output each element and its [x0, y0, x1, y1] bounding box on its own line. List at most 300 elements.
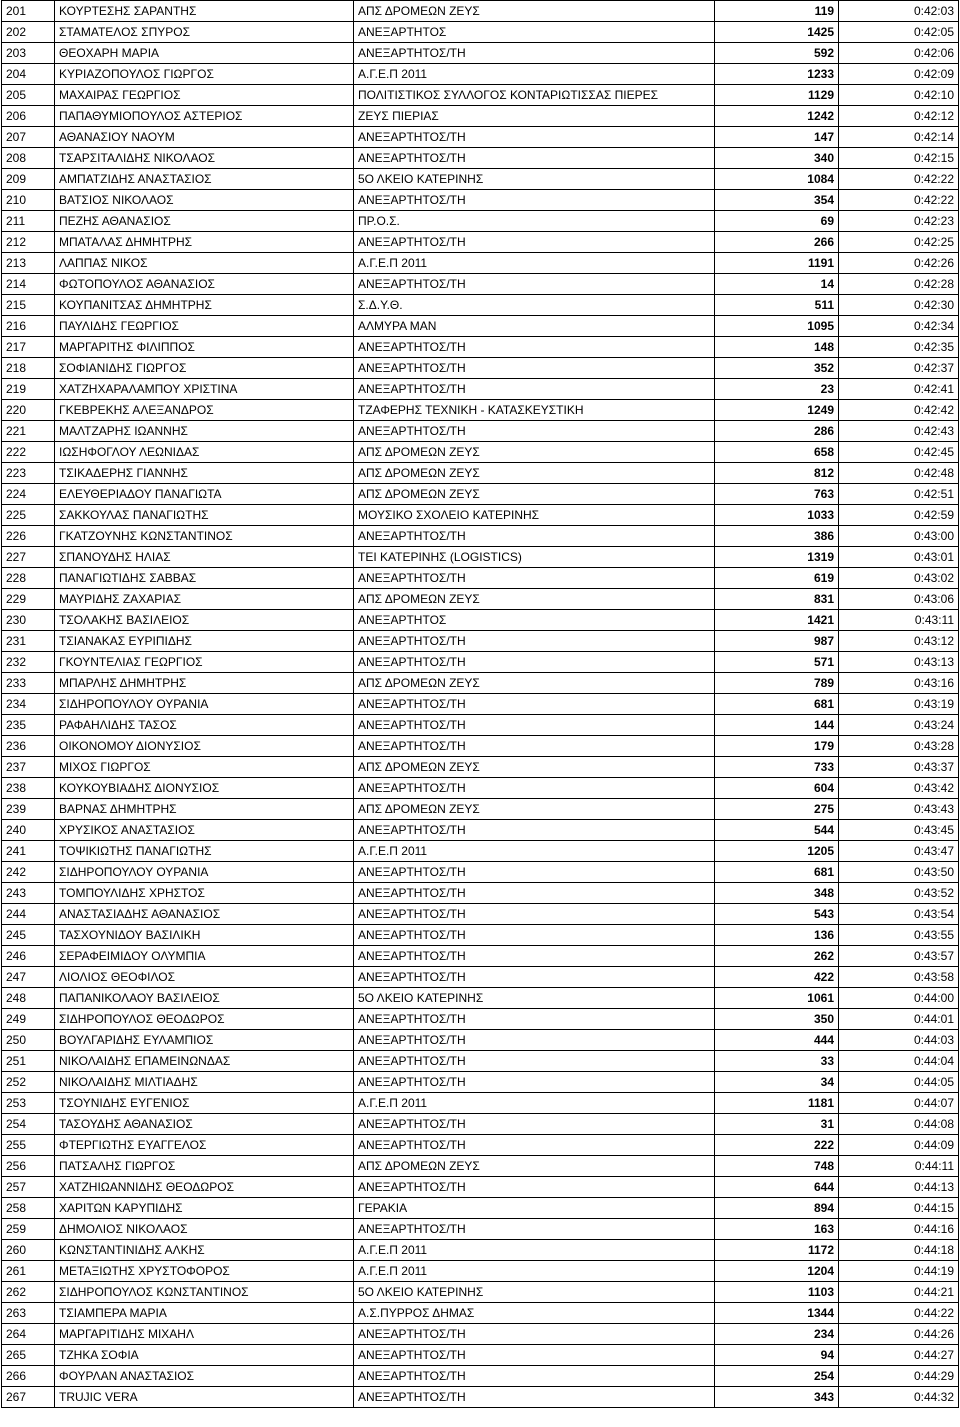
name-cell: ΓΚΕΒΡΕΚΗΣ ΑΛΕΞΑΝΔΡΟΣ: [55, 400, 354, 421]
rank-cell: 210: [2, 190, 55, 211]
rank-cell: 229: [2, 589, 55, 610]
time-cell: 0:42:22: [839, 190, 959, 211]
club-cell: ΑΝΕΞΑΡΤΗΤΟΣ/ΤΗ: [354, 925, 715, 946]
club-cell: Α.Γ.Ε.Π 2011: [354, 1261, 715, 1282]
name-cell: ΔΗΜΟΛΙΟΣ ΝΙΚΟΛΑΟΣ: [55, 1219, 354, 1240]
rank-cell: 263: [2, 1303, 55, 1324]
rank-cell: 205: [2, 85, 55, 106]
club-cell: Α.Σ.ΠΥΡΡΟΣ ΔΗΜΑΣ: [354, 1303, 715, 1324]
time-cell: 0:43:01: [839, 547, 959, 568]
bib-cell: 69: [715, 211, 839, 232]
club-cell: ΑΝΕΞΑΡΤΗΤΟΣ/ΤΗ: [354, 736, 715, 757]
rank-cell: 233: [2, 673, 55, 694]
time-cell: 0:42:35: [839, 337, 959, 358]
time-cell: 0:42:14: [839, 127, 959, 148]
table-row: [2, 925, 959, 946]
bib-cell: 1129: [715, 85, 839, 106]
name-cell: ΡΑΦΑΗΛΙΔΗΣ ΤΑΣΟΣ: [55, 715, 354, 736]
time-cell: 0:43:12: [839, 631, 959, 652]
name-cell: ΛΑΠΠΑΣ ΝΙΚΟΣ: [55, 253, 354, 274]
table-row: [2, 1135, 959, 1156]
rank-cell: 220: [2, 400, 55, 421]
club-cell: ΑΝΕΞΑΡΤΗΤΟΣ/ΤΗ: [354, 1135, 715, 1156]
name-cell: ΑΝΑΣΤΑΣΙΑΔΗΣ ΑΘΑΝΑΣΙΟΣ: [55, 904, 354, 925]
table-row: [2, 631, 959, 652]
rank-cell: 222: [2, 442, 55, 463]
table-row: [2, 379, 959, 400]
rank-cell: 248: [2, 988, 55, 1009]
club-cell: ΑΝΕΞΑΡΤΗΤΟΣ/ΤΗ: [354, 274, 715, 295]
rank-cell: 215: [2, 295, 55, 316]
table-row: [2, 1051, 959, 1072]
bib-cell: 592: [715, 43, 839, 64]
table-row: [2, 568, 959, 589]
time-cell: 0:42:51: [839, 484, 959, 505]
rank-cell: 237: [2, 757, 55, 778]
bib-cell: 681: [715, 862, 839, 883]
club-cell: 5Ο ΛΚΕΙΟ ΚΑΤΕΡΙΝΗΣ: [354, 169, 715, 190]
table-row: [2, 295, 959, 316]
rank-cell: 206: [2, 106, 55, 127]
name-cell: ΜΠΑΤΑΛΑΣ ΔΗΜΗΤΡΗΣ: [55, 232, 354, 253]
time-cell: 0:43:45: [839, 820, 959, 841]
rank-cell: 204: [2, 64, 55, 85]
table-row: [2, 127, 959, 148]
rank-cell: 259: [2, 1219, 55, 1240]
club-cell: ΑΝΕΞΑΡΤΗΤΟΣ/ΤΗ: [354, 127, 715, 148]
time-cell: 0:44:18: [839, 1240, 959, 1261]
rank-cell: 238: [2, 778, 55, 799]
table-row: [2, 841, 959, 862]
table-row: [2, 1030, 959, 1051]
rank-cell: 250: [2, 1030, 55, 1051]
bib-cell: 386: [715, 526, 839, 547]
table-row: [2, 190, 959, 211]
table-row: [2, 652, 959, 673]
club-cell: ΑΠΣ ΔΡΟΜΕΩΝ ΖΕΥΣ: [354, 1, 715, 22]
time-cell: 0:44:05: [839, 1072, 959, 1093]
time-cell: 0:44:00: [839, 988, 959, 1009]
table-row: [2, 148, 959, 169]
club-cell: ΑΠΣ ΔΡΟΜΕΩΝ ΖΕΥΣ: [354, 673, 715, 694]
rank-cell: 244: [2, 904, 55, 925]
name-cell: ΣΙΔΗΡΟΠΟΥΛΟΣ ΘΕΟΔΩΡΟΣ: [55, 1009, 354, 1030]
bib-cell: 1421: [715, 610, 839, 631]
bib-cell: 119: [715, 1, 839, 22]
time-cell: 0:43:47: [839, 841, 959, 862]
name-cell: ΣΠΑΝΟΥΔΗΣ ΗΛΙΑΣ: [55, 547, 354, 568]
table-row: [2, 316, 959, 337]
bib-cell: 543: [715, 904, 839, 925]
rank-cell: 232: [2, 652, 55, 673]
rank-cell: 228: [2, 568, 55, 589]
time-cell: 0:42:34: [839, 316, 959, 337]
table-row: [2, 274, 959, 295]
club-cell: ΑΝΕΞΑΡΤΗΤΟΣ/ΤΗ: [354, 778, 715, 799]
time-cell: 0:43:06: [839, 589, 959, 610]
table-row: [2, 1093, 959, 1114]
rank-cell: 257: [2, 1177, 55, 1198]
table-row: [2, 211, 959, 232]
name-cell: ΣΑΚΚΟΥΛΑΣ ΠΑΝΑΓΙΩΤΗΣ: [55, 505, 354, 526]
club-cell: ΑΝΕΞΑΡΤΗΤΟΣ/ΤΗ: [354, 883, 715, 904]
rank-cell: 265: [2, 1345, 55, 1366]
table-row: [2, 43, 959, 64]
name-cell: ΜΑΥΡΙΔΗΣ ΖΑΧΑΡΙΑΣ: [55, 589, 354, 610]
table-row: [2, 400, 959, 421]
name-cell: ΚΟΥΚΟΥΒΙΑΔΗΣ ΔΙΟΝΥΣΙΟΣ: [55, 778, 354, 799]
table-row: [2, 757, 959, 778]
table-row: [2, 64, 959, 85]
club-cell: ΑΝΕΞΑΡΤΗΤΟΣ/ΤΗ: [354, 1051, 715, 1072]
table-row: [2, 883, 959, 904]
name-cell: ΚΟΥΡΤΕΣΗΣ ΣΑΡΑΝΤΗΣ: [55, 1, 354, 22]
bib-cell: 748: [715, 1156, 839, 1177]
name-cell: ΜΑΡΓΑΡΙΤΙΔΗΣ ΜΙΧΑΗΛ: [55, 1324, 354, 1345]
time-cell: 0:42:15: [839, 148, 959, 169]
name-cell: ΤΣΙΚΑΔΕΡΗΣ ΓΙΑΝΝΗΣ: [55, 463, 354, 484]
table-row: [2, 232, 959, 253]
table-row: [2, 799, 959, 820]
rank-cell: 224: [2, 484, 55, 505]
bib-cell: 234: [715, 1324, 839, 1345]
name-cell: ΤΑΣΧΟΥΝΙΔΟΥ ΒΑΣΙΛΙΚΗ: [55, 925, 354, 946]
name-cell: ΕΛΕΥΘΕΡΙΑΔΟΥ ΠΑΝΑΓΙΩΤΑ: [55, 484, 354, 505]
club-cell: ΑΝΕΞΑΡΤΗΤΟΣ/ΤΗ: [354, 1114, 715, 1135]
rank-cell: 249: [2, 1009, 55, 1030]
bib-cell: 1204: [715, 1261, 839, 1282]
rank-cell: 260: [2, 1240, 55, 1261]
time-cell: 0:43:24: [839, 715, 959, 736]
club-cell: ΑΝΕΞΑΡΤΗΤΟΣ: [354, 610, 715, 631]
time-cell: 0:43:16: [839, 673, 959, 694]
bib-cell: 733: [715, 757, 839, 778]
name-cell: ΒΑΡΝΑΣ ΔΗΜΗΤΡΗΣ: [55, 799, 354, 820]
name-cell: ΠΑΤΣΑΛΗΣ ΓΙΩΡΓΟΣ: [55, 1156, 354, 1177]
club-cell: ΑΠΣ ΔΡΟΜΕΩΝ ΖΕΥΣ: [354, 799, 715, 820]
time-cell: 0:43:43: [839, 799, 959, 820]
bib-cell: 148: [715, 337, 839, 358]
table-row: [2, 736, 959, 757]
club-cell: Α.Γ.Ε.Π 2011: [354, 1240, 715, 1261]
table-row: [2, 1303, 959, 1324]
rank-cell: 234: [2, 694, 55, 715]
bib-cell: 262: [715, 946, 839, 967]
name-cell: ΑΘΑΝΑΣΙΟΥ ΝΑΟΥΜ: [55, 127, 354, 148]
table-row: [2, 778, 959, 799]
bib-cell: 763: [715, 484, 839, 505]
time-cell: 0:44:29: [839, 1366, 959, 1387]
bib-cell: 1095: [715, 316, 839, 337]
name-cell: ΤΑΣΟΥΔΗΣ ΑΘΑΝΑΣΙΟΣ: [55, 1114, 354, 1135]
name-cell: ΜΑΡΓΑΡΙΤΗΣ ΦΙΛΙΠΠΟΣ: [55, 337, 354, 358]
rank-cell: 227: [2, 547, 55, 568]
rank-cell: 217: [2, 337, 55, 358]
table-row: [2, 442, 959, 463]
rank-cell: 235: [2, 715, 55, 736]
club-cell: ΑΛΜΥΡΑ ΜΑΝ: [354, 316, 715, 337]
table-row: [2, 421, 959, 442]
bib-cell: 179: [715, 736, 839, 757]
club-cell: ΑΝΕΞΑΡΤΗΤΟΣ/ΤΗ: [354, 1177, 715, 1198]
time-cell: 0:44:15: [839, 1198, 959, 1219]
club-cell: ΑΝΕΞΑΡΤΗΤΟΣ: [354, 22, 715, 43]
time-cell: 0:43:42: [839, 778, 959, 799]
time-cell: 0:43:52: [839, 883, 959, 904]
club-cell: ΤΖΑΦΕΡΗΣ ΤΕΧΝΙΚΗ - ΚΑΤΑΣΚΕΥΣΤΙΚΗ: [354, 400, 715, 421]
bib-cell: 222: [715, 1135, 839, 1156]
time-cell: 0:44:01: [839, 1009, 959, 1030]
time-cell: 0:42:06: [839, 43, 959, 64]
rank-cell: 213: [2, 253, 55, 274]
rank-cell: 255: [2, 1135, 55, 1156]
name-cell: ΒΟΥΛΓΑΡΙΔΗΣ ΕΥΛΑΜΠΙΟΣ: [55, 1030, 354, 1051]
rank-cell: 225: [2, 505, 55, 526]
bib-cell: 266: [715, 232, 839, 253]
table-row: [2, 1261, 959, 1282]
time-cell: 0:43:13: [839, 652, 959, 673]
bib-cell: 343: [715, 1387, 839, 1408]
bib-cell: 644: [715, 1177, 839, 1198]
club-cell: ΑΝΕΞΑΡΤΗΤΟΣ/ΤΗ: [354, 421, 715, 442]
table-row: [2, 1282, 959, 1303]
name-cell: ΑΜΠΑΤΖΙΔΗΣ ΑΝΑΣΤΑΣΙΟΣ: [55, 169, 354, 190]
time-cell: 0:42:05: [839, 22, 959, 43]
time-cell: 0:42:23: [839, 211, 959, 232]
bib-cell: 1249: [715, 400, 839, 421]
club-cell: ΑΝΕΞΑΡΤΗΤΟΣ/ΤΗ: [354, 862, 715, 883]
name-cell: ΤΟΨΙΚΙΩΤΗΣ ΠΑΝΑΓΙΩΤΗΣ: [55, 841, 354, 862]
time-cell: 0:43:50: [839, 862, 959, 883]
bib-cell: 14: [715, 274, 839, 295]
club-cell: ΑΝΕΞΑΡΤΗΤΟΣ/ΤΗ: [354, 1219, 715, 1240]
name-cell: ΛΙΟΛΙΟΣ ΘΕΟΦΙΛΟΣ: [55, 967, 354, 988]
club-cell: ΠΡ.Ο.Σ.: [354, 211, 715, 232]
table-row: [2, 85, 959, 106]
club-cell: ΑΝΕΞΑΡΤΗΤΟΣ/ΤΗ: [354, 1366, 715, 1387]
bib-cell: 1084: [715, 169, 839, 190]
bib-cell: 1181: [715, 1093, 839, 1114]
name-cell: ΤΣΙΑΝΑΚΑΣ ΕΥΡΙΠΙΔΗΣ: [55, 631, 354, 652]
time-cell: 0:42:45: [839, 442, 959, 463]
time-cell: 0:42:30: [839, 295, 959, 316]
rank-cell: 264: [2, 1324, 55, 1345]
bib-cell: 348: [715, 883, 839, 904]
club-cell: ΑΝΕΞΑΡΤΗΤΟΣ/ΤΗ: [354, 652, 715, 673]
table-row: [2, 1, 959, 22]
table-row: [2, 484, 959, 505]
bib-cell: 1233: [715, 64, 839, 85]
bib-cell: 619: [715, 568, 839, 589]
bib-cell: 34: [715, 1072, 839, 1093]
time-cell: 0:42:12: [839, 106, 959, 127]
rank-cell: 214: [2, 274, 55, 295]
time-cell: 0:44:22: [839, 1303, 959, 1324]
time-cell: 0:44:07: [839, 1093, 959, 1114]
bib-cell: 1191: [715, 253, 839, 274]
rank-cell: 236: [2, 736, 55, 757]
table-row: [2, 1324, 959, 1345]
name-cell: ΧΑΤΖΗΧΑΡΑΛΑΜΠΟΥ ΧΡΙΣΤΙΝΑ: [55, 379, 354, 400]
bib-cell: 1319: [715, 547, 839, 568]
table-row: [2, 1198, 959, 1219]
bib-cell: 1172: [715, 1240, 839, 1261]
name-cell: ΜΙΧΟΣ ΓΙΩΡΓΟΣ: [55, 757, 354, 778]
name-cell: ΣΕΡΑΦΕΙΜΙΔΟΥ ΟΛΥΜΠΙΑ: [55, 946, 354, 967]
rank-cell: 212: [2, 232, 55, 253]
time-cell: 0:43:37: [839, 757, 959, 778]
bib-cell: 812: [715, 463, 839, 484]
table-row: [2, 673, 959, 694]
rank-cell: 219: [2, 379, 55, 400]
results-table: [1, 0, 959, 1408]
table-row: [2, 988, 959, 1009]
club-cell: ΑΝΕΞΑΡΤΗΤΟΣ/ΤΗ: [354, 190, 715, 211]
name-cell: ΚΟΥΠΑΝΙΤΣΑΣ ΔΗΜΗΤΡΗΣ: [55, 295, 354, 316]
club-cell: ΓΕΡΑΚΙΑ: [354, 1198, 715, 1219]
table-row: [2, 106, 959, 127]
name-cell: ΤΣΙΑΜΠΕΡΑ ΜΑΡΙΑ: [55, 1303, 354, 1324]
rank-cell: 239: [2, 799, 55, 820]
club-cell: ΑΝΕΞΑΡΤΗΤΟΣ/ΤΗ: [354, 946, 715, 967]
bib-cell: 681: [715, 694, 839, 715]
time-cell: 0:42:03: [839, 1, 959, 22]
time-cell: 0:44:09: [839, 1135, 959, 1156]
time-cell: 0:42:48: [839, 463, 959, 484]
club-cell: Α.Γ.Ε.Π 2011: [354, 253, 715, 274]
club-cell: Α.Γ.Ε.Π 2011: [354, 841, 715, 862]
table-row: [2, 1114, 959, 1135]
name-cell: TRUJIC VERA: [55, 1387, 354, 1408]
rank-cell: 267: [2, 1387, 55, 1408]
time-cell: 0:43:55: [839, 925, 959, 946]
table-row: [2, 1156, 959, 1177]
table-row: [2, 1345, 959, 1366]
time-cell: 0:42:42: [839, 400, 959, 421]
club-cell: ΑΝΕΞΑΡΤΗΤΟΣ/ΤΗ: [354, 1324, 715, 1345]
time-cell: 0:44:26: [839, 1324, 959, 1345]
time-cell: 0:43:58: [839, 967, 959, 988]
table-row: [2, 820, 959, 841]
rank-cell: 216: [2, 316, 55, 337]
club-cell: ΑΝΕΞΑΡΤΗΤΟΣ/ΤΗ: [354, 526, 715, 547]
time-cell: 0:42:09: [839, 64, 959, 85]
time-cell: 0:43:54: [839, 904, 959, 925]
rank-cell: 231: [2, 631, 55, 652]
rank-cell: 207: [2, 127, 55, 148]
time-cell: 0:42:25: [839, 232, 959, 253]
time-cell: 0:43:57: [839, 946, 959, 967]
time-cell: 0:44:13: [839, 1177, 959, 1198]
bib-cell: 1205: [715, 841, 839, 862]
club-cell: ΑΠΣ ΔΡΟΜΕΩΝ ΖΕΥΣ: [354, 1156, 715, 1177]
name-cell: ΣΙΔΗΡΟΠΟΥΛΟΣ ΚΩΝΣΤΑΝΤΙΝΟΣ: [55, 1282, 354, 1303]
name-cell: ΣΙΔΗΡΟΠΟΥΛΟΥ ΟΥΡΑΝΙΑ: [55, 862, 354, 883]
bib-cell: 1425: [715, 22, 839, 43]
time-cell: 0:43:19: [839, 694, 959, 715]
club-cell: Α.Γ.Ε.Π 2011: [354, 1093, 715, 1114]
name-cell: ΠΑΥΛΙΔΗΣ ΓΕΩΡΓΙΟΣ: [55, 316, 354, 337]
rank-cell: 201: [2, 1, 55, 22]
rank-cell: 261: [2, 1261, 55, 1282]
bib-cell: 1061: [715, 988, 839, 1009]
rank-cell: 243: [2, 883, 55, 904]
rank-cell: 230: [2, 610, 55, 631]
club-cell: ΑΝΕΞΑΡΤΗΤΟΣ/ΤΗ: [354, 694, 715, 715]
time-cell: 0:44:08: [839, 1114, 959, 1135]
bib-cell: 1344: [715, 1303, 839, 1324]
bib-cell: 571: [715, 652, 839, 673]
table-row: [2, 862, 959, 883]
club-cell: ΑΝΕΞΑΡΤΗΤΟΣ/ΤΗ: [354, 967, 715, 988]
name-cell: ΒΑΤΣΙΟΣ ΝΙΚΟΛΑΟΣ: [55, 190, 354, 211]
bib-cell: 894: [715, 1198, 839, 1219]
rank-cell: 256: [2, 1156, 55, 1177]
name-cell: ΧΑΡΙΤΩΝ ΚΑΡΥΠΙΔΗΣ: [55, 1198, 354, 1219]
club-cell: ΑΝΕΞΑΡΤΗΤΟΣ/ΤΗ: [354, 568, 715, 589]
results-body: [2, 1, 959, 1408]
table-row: [2, 358, 959, 379]
bib-cell: 31: [715, 1114, 839, 1135]
bib-cell: 23: [715, 379, 839, 400]
name-cell: ΦΩΤΟΠΟΥΛΟΣ ΑΘΑΝΑΣΙΟΣ: [55, 274, 354, 295]
club-cell: ΑΝΕΞΑΡΤΗΤΟΣ/ΤΗ: [354, 1072, 715, 1093]
table-row: [2, 22, 959, 43]
club-cell: Σ.Δ.Υ.Θ.: [354, 295, 715, 316]
rank-cell: 242: [2, 862, 55, 883]
bib-cell: 350: [715, 1009, 839, 1030]
name-cell: ΓΚΟΥΝΤΕΛΙΑΣ ΓΕΩΡΓΙΟΣ: [55, 652, 354, 673]
bib-cell: 286: [715, 421, 839, 442]
time-cell: 0:43:00: [839, 526, 959, 547]
time-cell: 0:43:02: [839, 568, 959, 589]
club-cell: ΑΝΕΞΑΡΤΗΤΟΣ/ΤΗ: [354, 715, 715, 736]
bib-cell: 1033: [715, 505, 839, 526]
time-cell: 0:42:41: [839, 379, 959, 400]
time-cell: 0:42:43: [839, 421, 959, 442]
bib-cell: 544: [715, 820, 839, 841]
club-cell: ΑΝΕΞΑΡΤΗΤΟΣ/ΤΗ: [354, 358, 715, 379]
bib-cell: 33: [715, 1051, 839, 1072]
table-row: [2, 1219, 959, 1240]
club-cell: ΑΝΕΞΑΡΤΗΤΟΣ/ΤΗ: [354, 232, 715, 253]
name-cell: ΤΣΑΡΣΙΤΑΛΙΔΗΣ ΝΙΚΟΛΑΟΣ: [55, 148, 354, 169]
time-cell: 0:42:28: [839, 274, 959, 295]
table-row: [2, 946, 959, 967]
club-cell: ΤΕΙ ΚΑΤΕΡΙΝΗΣ (LOGISTICS): [354, 547, 715, 568]
rank-cell: 218: [2, 358, 55, 379]
club-cell: ΜΟΥΣΙΚΟ ΣΧΟΛΕΙΟ ΚΑΤΕΡΙΝΗΣ: [354, 505, 715, 526]
name-cell: ΠΑΠΑΘΥΜΙΟΠΟΥΛΟΣ ΑΣΤΕΡΙΟΣ: [55, 106, 354, 127]
name-cell: ΜΕΤΑΞΙΩΤΗΣ ΧΡΥΣΤΟΦΟΡΟΣ: [55, 1261, 354, 1282]
name-cell: ΤΟΜΠΟΥΛΙΔΗΣ ΧΡΗΣΤΟΣ: [55, 883, 354, 904]
club-cell: ΑΝΕΞΑΡΤΗΤΟΣ/ΤΗ: [354, 631, 715, 652]
bib-cell: 136: [715, 925, 839, 946]
bib-cell: 1242: [715, 106, 839, 127]
rank-cell: 241: [2, 841, 55, 862]
bib-cell: 789: [715, 673, 839, 694]
time-cell: 0:44:11: [839, 1156, 959, 1177]
name-cell: ΠΕΖΗΣ ΑΘΑΝΑΣΙΟΣ: [55, 211, 354, 232]
club-cell: ΖΕΥΣ ΠΙΕΡΙΑΣ: [354, 106, 715, 127]
rank-cell: 247: [2, 967, 55, 988]
bib-cell: 354: [715, 190, 839, 211]
time-cell: 0:43:28: [839, 736, 959, 757]
table-row: [2, 1177, 959, 1198]
rank-cell: 240: [2, 820, 55, 841]
name-cell: ΤΣΟΛΑΚΗΣ ΒΑΣΙΛΕΙΟΣ: [55, 610, 354, 631]
name-cell: ΧΡΥΣΙΚΟΣ ΑΝΑΣΤΑΣΙΟΣ: [55, 820, 354, 841]
